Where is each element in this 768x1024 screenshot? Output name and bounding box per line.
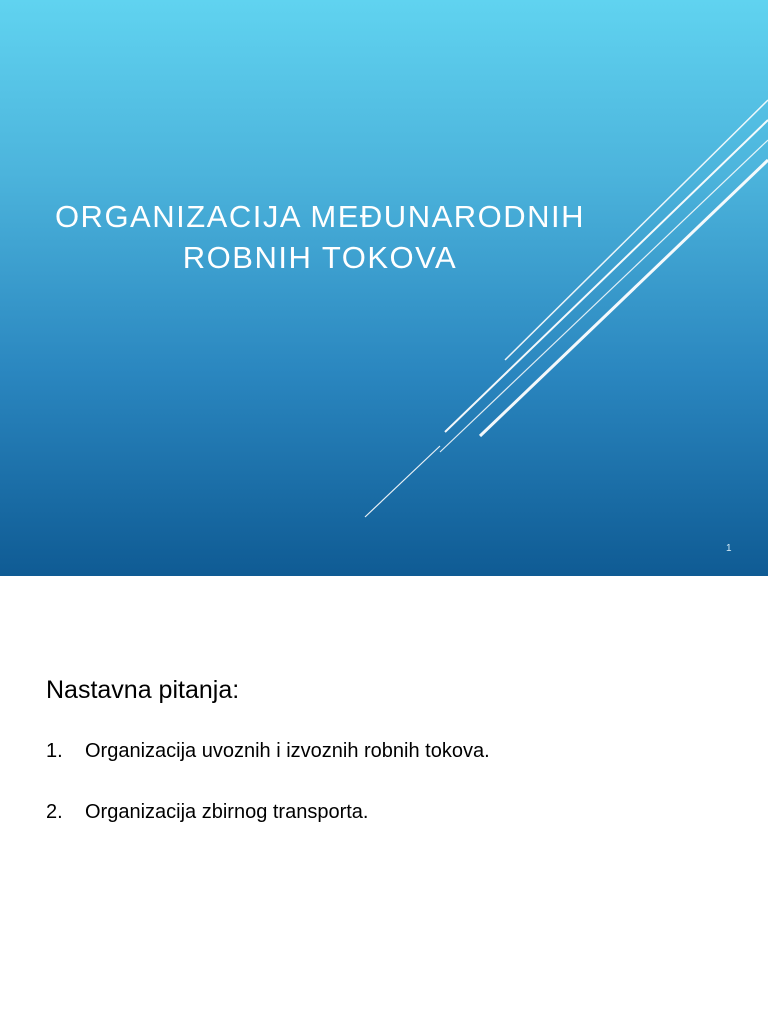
content-slide — [0, 576, 768, 1024]
list-item-number: 2. — [46, 801, 63, 823]
decorative-line — [365, 446, 440, 517]
question-list — [46, 734, 490, 856]
title-line-1: ORGANIZACIJA MEĐUNARODNIH — [54, 199, 586, 234]
list-item — [46, 795, 490, 829]
decorative-line — [440, 140, 768, 452]
list-item — [46, 734, 490, 768]
list-item-text: Organizacija uvoznih i izvoznih robnih tokova. — [85, 740, 490, 762]
list-item-number: 1. — [46, 740, 63, 762]
slide-number: 1 — [726, 543, 732, 554]
content-heading: Nastavna pitanja: — [46, 676, 240, 704]
list-item-text: Organizacija zbirnog transporta. — [85, 801, 369, 823]
slide-title — [30, 196, 610, 278]
title-line-2: ROBNIH TOKOVA — [182, 240, 458, 275]
